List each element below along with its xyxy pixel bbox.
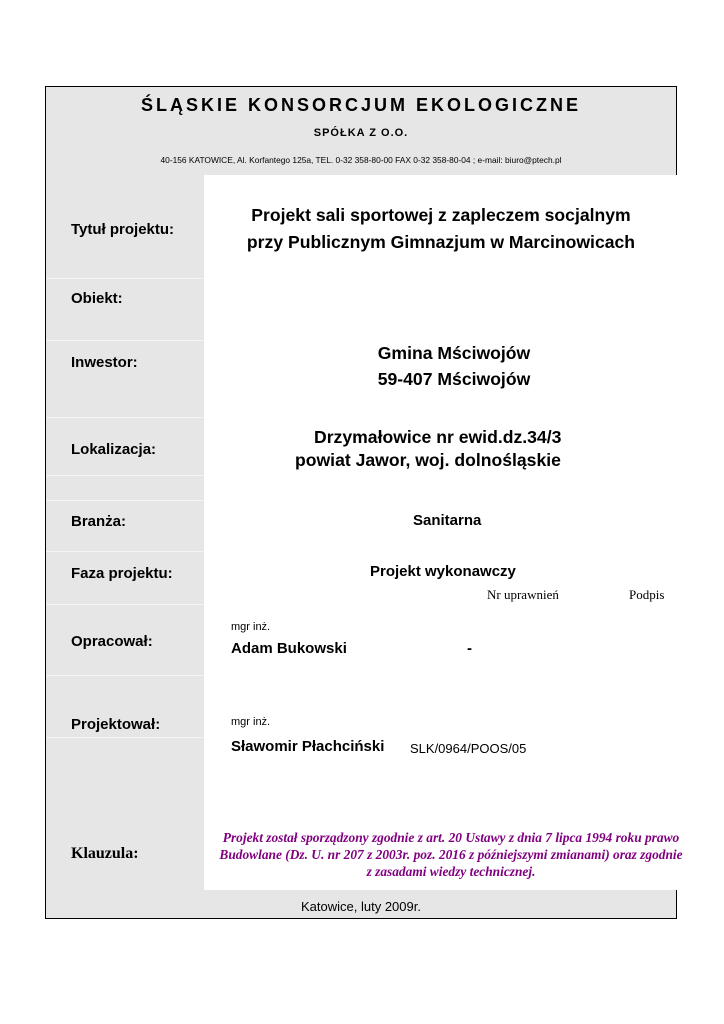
project-title-label: Tytuł projektu: bbox=[71, 221, 175, 238]
project-title-line-1: Projekt sali sportowej z zapleczem socjalnym bbox=[251, 205, 631, 225]
designed-by-name: Sławomir Płachciński bbox=[231, 738, 385, 755]
legal-clause-text: Projekt został sporządzony zgodnie z art. 20 Ustawy z dnia 7 lipca 1994 roku prawo Budowlane (Dz. U. nr 207 z 2003r. poz. 2016 z późniejszymi zmianami) oraz zgodnie z zasadami wiedzy technicznej. bbox=[219, 830, 683, 879]
branch-value: Sanitarna bbox=[413, 512, 482, 529]
investor-name: Gmina Mściwojów bbox=[377, 343, 531, 363]
place-date: Katowice, luty 2009r. bbox=[301, 899, 421, 914]
company-address: 40-156 KATOWICE, Al. Korfantego 125a, TEL. 0-32 358-80-00 FAX 0-32 358-80-04 ; e-mail: biuro@ptech.pl bbox=[160, 155, 562, 165]
separator bbox=[46, 737, 204, 738]
prepared-by-permission: - bbox=[467, 640, 472, 657]
separator bbox=[46, 340, 204, 341]
separator bbox=[46, 604, 204, 605]
phase-value: Projekt wykonawczy bbox=[370, 563, 516, 580]
prepared-by-label: Opracował: bbox=[71, 633, 153, 650]
separator bbox=[46, 675, 204, 676]
separator bbox=[46, 500, 204, 501]
object-label: Obiekt: bbox=[71, 290, 123, 307]
separator bbox=[46, 417, 204, 418]
investor-label: Inwestor: bbox=[71, 354, 138, 371]
company-name: ŚLĄSKIE KONSORCJUM EKOLOGICZNE bbox=[140, 95, 582, 115]
separator bbox=[46, 551, 204, 552]
title-page-frame bbox=[45, 86, 683, 919]
location-label: Lokalizacja: bbox=[71, 441, 157, 458]
project-title-line-2: przy Publicznym Gimnazjum w Marcinowicach bbox=[246, 232, 636, 252]
prepared-by-title: mgr inż. bbox=[231, 621, 271, 633]
phase-label: Faza projektu: bbox=[71, 565, 173, 582]
signature-column-header: Podpis bbox=[629, 587, 665, 602]
designed-by-label: Projektował: bbox=[71, 716, 161, 733]
separator bbox=[46, 475, 204, 476]
clause-label: Klauzula: bbox=[71, 845, 139, 862]
company-subtitle: SPÓŁKA Z O.O. bbox=[313, 127, 409, 139]
designed-by-title: mgr inż. bbox=[231, 716, 271, 728]
content-panel bbox=[204, 175, 678, 890]
investor-address: 59-407 Mściwojów bbox=[377, 369, 531, 389]
prepared-by-name: Adam Bukowski bbox=[231, 640, 347, 657]
branch-label: Branża: bbox=[71, 513, 127, 530]
location-line-1: Drzymałowice nr ewid.dz.34/3 bbox=[314, 427, 562, 447]
separator bbox=[46, 278, 204, 279]
designed-by-permission: SLK/0964/POOS/05 bbox=[410, 741, 527, 756]
permission-column-header: Nr uprawnień bbox=[487, 587, 559, 602]
location-line-2: powiat Jawor, woj. dolnośląskie bbox=[295, 450, 561, 470]
